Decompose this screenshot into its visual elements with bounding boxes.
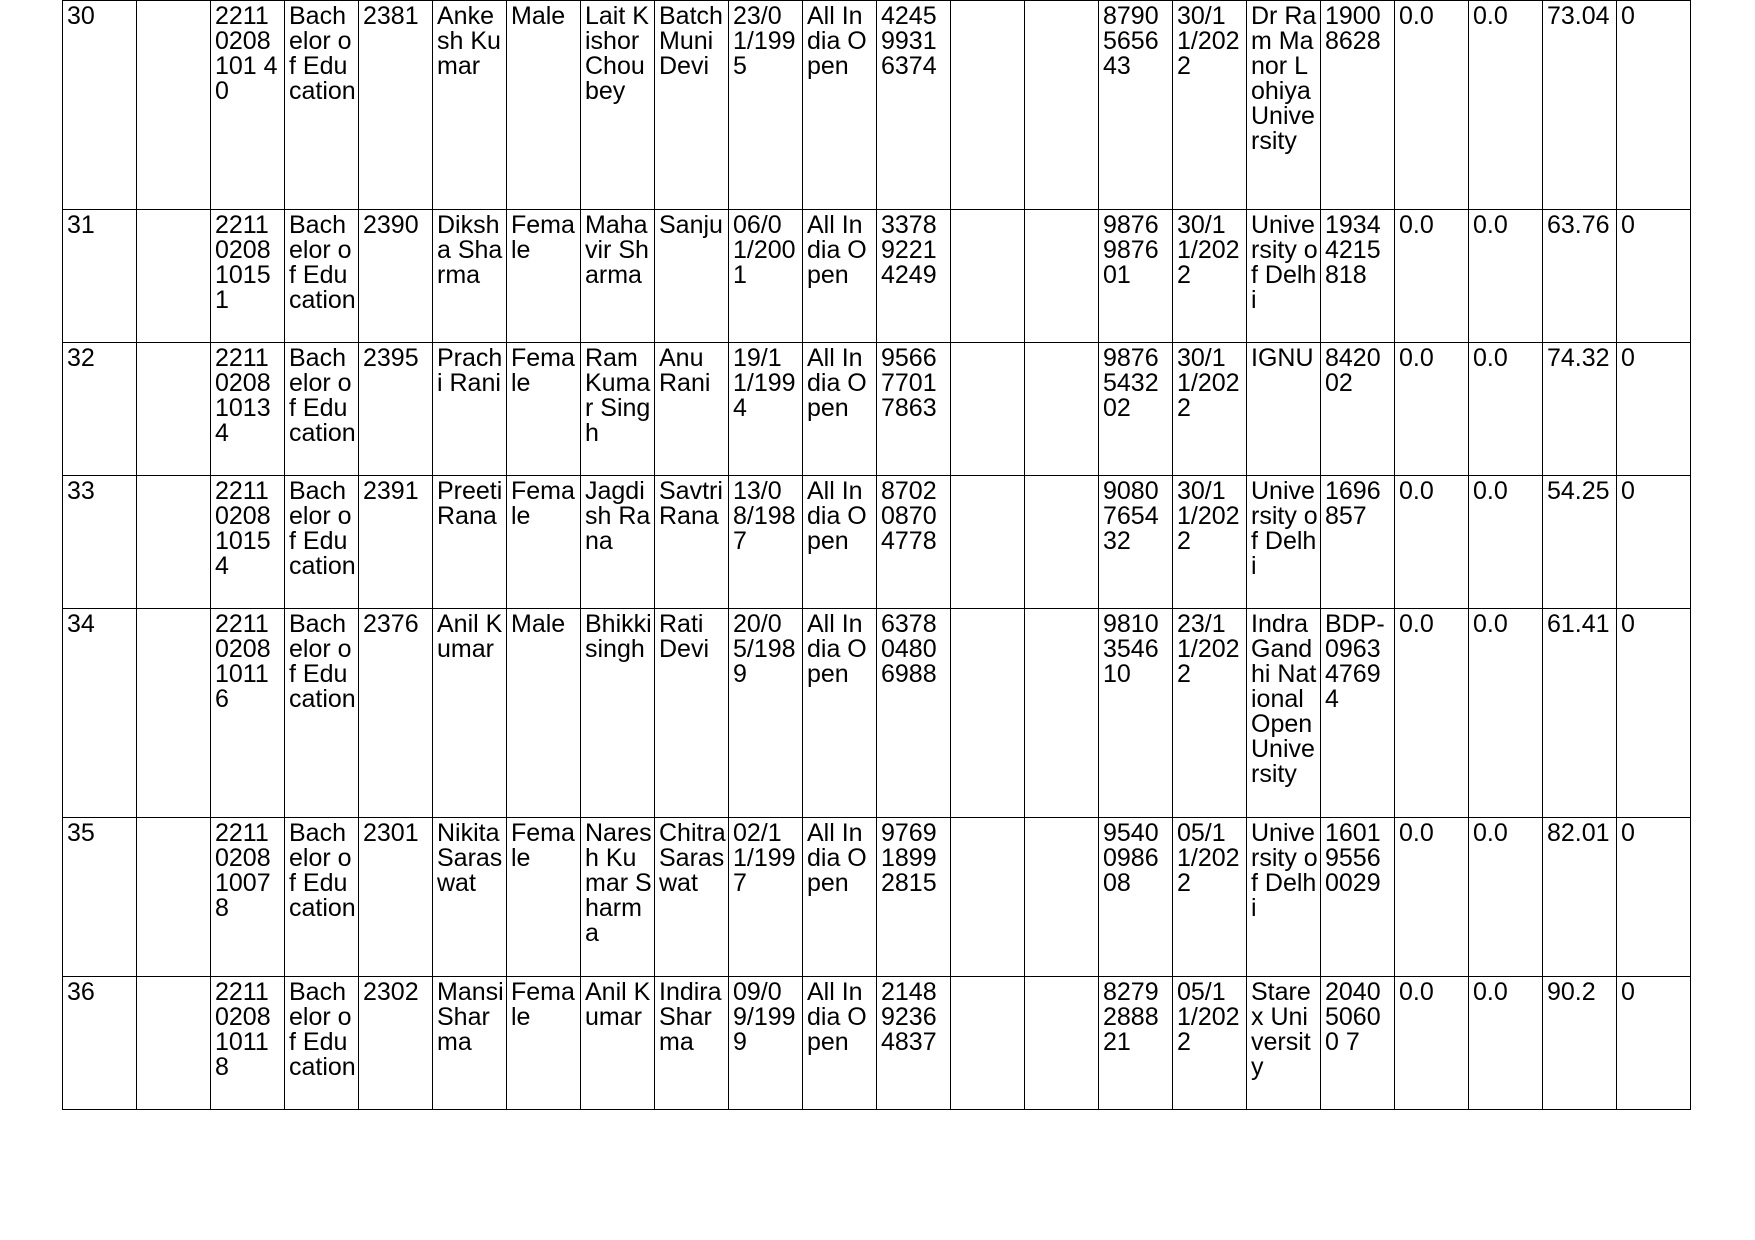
score-cell: 0.0 bbox=[1469, 977, 1543, 1110]
mobile-number-cell: 9810354610 bbox=[1099, 609, 1173, 818]
aadhaar-number-cell: 637804806988 bbox=[877, 609, 951, 818]
course-cell: Bachelor of Education bbox=[285, 210, 359, 343]
candidate-name-cell: Prachi Rani bbox=[433, 343, 507, 476]
blank-cell bbox=[1025, 343, 1099, 476]
application-number-cell: 221102081015 1 bbox=[211, 210, 285, 343]
university-cell: IGNU bbox=[1247, 343, 1321, 476]
mobile-number-cell: 8279288821 bbox=[1099, 977, 1173, 1110]
date-of-birth-cell: 23/01/1995 bbox=[729, 1, 803, 210]
mother-name-cell: Anu Rani bbox=[655, 343, 729, 476]
blank-cell bbox=[951, 1, 1025, 210]
date-of-birth-cell: 09/09/1999 bbox=[729, 977, 803, 1110]
mother-name-cell: Rati Devi bbox=[655, 609, 729, 818]
blank-cell bbox=[137, 1, 211, 210]
percentage-cell: 54.25 bbox=[1543, 476, 1617, 609]
gender-cell: Female bbox=[507, 977, 581, 1110]
flag-cell: 0 bbox=[1617, 476, 1691, 609]
mobile-number-cell: 9876543202 bbox=[1099, 343, 1173, 476]
roll-number-cell: 2381 bbox=[359, 1, 433, 210]
father-name-cell: Naresh Kumar Sharma bbox=[581, 818, 655, 977]
mother-name-cell: Batch Muni Devi bbox=[655, 1, 729, 210]
table-row bbox=[63, 210, 1691, 343]
blank-cell bbox=[951, 818, 1025, 977]
blank-cell bbox=[137, 818, 211, 977]
mobile-number-cell: 9080765432 bbox=[1099, 476, 1173, 609]
date-cell: 30/11/2022 bbox=[1173, 1, 1247, 210]
application-number-cell: 221102081011 6 bbox=[211, 609, 285, 818]
father-name-cell: Jagdish Rana bbox=[581, 476, 655, 609]
score-cell: 0.0 bbox=[1469, 818, 1543, 977]
father-name-cell: Mahavir Sharma bbox=[581, 210, 655, 343]
serial-number-cell: 33 bbox=[63, 476, 137, 609]
aadhaar-number-cell: 424599316374 bbox=[877, 1, 951, 210]
blank-cell bbox=[1025, 818, 1099, 977]
table-row bbox=[63, 609, 1691, 818]
percentage-cell: 90.2 bbox=[1543, 977, 1617, 1110]
blank-cell bbox=[137, 476, 211, 609]
mobile-number-cell: 8790565643 bbox=[1099, 1, 1173, 210]
flag-cell: 0 bbox=[1617, 818, 1691, 977]
table-row bbox=[63, 1, 1691, 210]
serial-number-cell: 35 bbox=[63, 818, 137, 977]
score-cell: 0.0 bbox=[1469, 343, 1543, 476]
gender-cell: Female bbox=[507, 343, 581, 476]
father-name-cell: Lait Kishor Choubey bbox=[581, 1, 655, 210]
roll-number-cell: 2390 bbox=[359, 210, 433, 343]
course-cell: Bachelor of Education bbox=[285, 1, 359, 210]
course-cell: Bachelor of Education bbox=[285, 476, 359, 609]
score-cell: 0.0 bbox=[1395, 818, 1469, 977]
flag-cell: 0 bbox=[1617, 210, 1691, 343]
blank-cell bbox=[137, 343, 211, 476]
score-cell: 0.0 bbox=[1469, 476, 1543, 609]
date-of-birth-cell: 06/01/2001 bbox=[729, 210, 803, 343]
father-name-cell: Bhikki singh bbox=[581, 609, 655, 818]
category-cell: All India Open bbox=[803, 476, 877, 609]
date-cell: 05/11/2022 bbox=[1173, 818, 1247, 977]
university-cell: Indra Gandhi National Open University bbox=[1247, 609, 1321, 818]
application-number-cell: 22110208101 40 bbox=[211, 1, 285, 210]
date-cell: 30/11/2022 bbox=[1173, 343, 1247, 476]
enrolment-number-cell: 19344215818 bbox=[1321, 210, 1395, 343]
enrolment-number-cell: 1696857 bbox=[1321, 476, 1395, 609]
score-cell: 0.0 bbox=[1469, 609, 1543, 818]
enrolment-number-cell: BDP-096347694 bbox=[1321, 609, 1395, 818]
serial-number-cell: 31 bbox=[63, 210, 137, 343]
blank-cell bbox=[1025, 1, 1099, 210]
candidate-name-cell: Anil Kumar bbox=[433, 609, 507, 818]
roll-number-cell: 2395 bbox=[359, 343, 433, 476]
university-cell: University of Delhi bbox=[1247, 476, 1321, 609]
score-cell: 0.0 bbox=[1395, 1, 1469, 210]
records-body bbox=[63, 1, 1691, 1110]
blank-cell bbox=[951, 977, 1025, 1110]
aadhaar-number-cell: 956677017863 bbox=[877, 343, 951, 476]
candidate-name-cell: Nikita Saraswat bbox=[433, 818, 507, 977]
score-cell: 0.0 bbox=[1395, 210, 1469, 343]
percentage-cell: 63.76 bbox=[1543, 210, 1617, 343]
category-cell: All India Open bbox=[803, 977, 877, 1110]
category-cell: All India Open bbox=[803, 609, 877, 818]
roll-number-cell: 2301 bbox=[359, 818, 433, 977]
serial-number-cell: 36 bbox=[63, 977, 137, 1110]
score-cell: 0.0 bbox=[1395, 476, 1469, 609]
candidate-name-cell: Preeti Rana bbox=[433, 476, 507, 609]
university-cell: Dr Ram Manor Lohiya University bbox=[1247, 1, 1321, 210]
application-number-cell: 221102081011 8 bbox=[211, 977, 285, 1110]
roll-number-cell: 2376 bbox=[359, 609, 433, 818]
roll-number-cell: 2302 bbox=[359, 977, 433, 1110]
course-cell: Bachelor of Education bbox=[285, 343, 359, 476]
enrolment-number-cell: 160195560029 bbox=[1321, 818, 1395, 977]
course-cell: Bachelor of Education bbox=[285, 609, 359, 818]
blank-cell bbox=[951, 343, 1025, 476]
score-cell: 0.0 bbox=[1395, 977, 1469, 1110]
flag-cell: 0 bbox=[1617, 609, 1691, 818]
serial-number-cell: 34 bbox=[63, 609, 137, 818]
university-cell: Starex University bbox=[1247, 977, 1321, 1110]
course-cell: Bachelor of Education bbox=[285, 977, 359, 1110]
blank-cell bbox=[137, 609, 211, 818]
date-of-birth-cell: 02/11/1997 bbox=[729, 818, 803, 977]
blank-cell bbox=[137, 210, 211, 343]
blank-cell bbox=[951, 210, 1025, 343]
mother-name-cell: Savtri Rana bbox=[655, 476, 729, 609]
flag-cell: 0 bbox=[1617, 1, 1691, 210]
mother-name-cell: Indira Sharma bbox=[655, 977, 729, 1110]
score-cell: 0.0 bbox=[1469, 1, 1543, 210]
father-name-cell: Ram Kumar Singh bbox=[581, 343, 655, 476]
date-of-birth-cell: 13/08/1987 bbox=[729, 476, 803, 609]
category-cell: All India Open bbox=[803, 818, 877, 977]
date-cell: 30/11/2022 bbox=[1173, 210, 1247, 343]
university-cell: University of Delhi bbox=[1247, 210, 1321, 343]
date-of-birth-cell: 20/05/1989 bbox=[729, 609, 803, 818]
percentage-cell: 74.32 bbox=[1543, 343, 1617, 476]
category-cell: All India Open bbox=[803, 210, 877, 343]
blank-cell bbox=[137, 977, 211, 1110]
aadhaar-number-cell: 337892214249 bbox=[877, 210, 951, 343]
serial-number-cell: 30 bbox=[63, 1, 137, 210]
candidate-name-cell: Ankesh Kumar bbox=[433, 1, 507, 210]
table-row bbox=[63, 343, 1691, 476]
blank-cell bbox=[1025, 977, 1099, 1110]
score-cell: 0.0 bbox=[1395, 343, 1469, 476]
table-row bbox=[63, 977, 1691, 1110]
flag-cell: 0 bbox=[1617, 977, 1691, 1110]
gender-cell: Female bbox=[507, 210, 581, 343]
aadhaar-number-cell: 870208704778 bbox=[877, 476, 951, 609]
score-cell: 0.0 bbox=[1469, 210, 1543, 343]
mobile-number-cell: 9876987601 bbox=[1099, 210, 1173, 343]
enrolment-number-cell: 19008628 bbox=[1321, 1, 1395, 210]
date-cell: 05/11/2022 bbox=[1173, 977, 1247, 1110]
table-row bbox=[63, 818, 1691, 977]
table-row bbox=[63, 476, 1691, 609]
candidate-name-cell: Mansi Sharma bbox=[433, 977, 507, 1110]
enrolment-number-cell: 842002 bbox=[1321, 343, 1395, 476]
blank-cell bbox=[1025, 476, 1099, 609]
aadhaar-number-cell: 214892364837 bbox=[877, 977, 951, 1110]
application-number-cell: 221102081007 8 bbox=[211, 818, 285, 977]
percentage-cell: 82.01 bbox=[1543, 818, 1617, 977]
course-cell: Bachelor of Education bbox=[285, 818, 359, 977]
category-cell: All India Open bbox=[803, 343, 877, 476]
blank-cell bbox=[951, 609, 1025, 818]
category-cell: All India Open bbox=[803, 1, 877, 210]
records-table bbox=[62, 0, 1691, 1110]
enrolment-number-cell: 204050600 7 bbox=[1321, 977, 1395, 1110]
gender-cell: Male bbox=[507, 609, 581, 818]
date-of-birth-cell: 19/11/1994 bbox=[729, 343, 803, 476]
date-cell: 23/11/2022 bbox=[1173, 609, 1247, 818]
mother-name-cell: Chitra Saraswat bbox=[655, 818, 729, 977]
gender-cell: Male bbox=[507, 1, 581, 210]
university-cell: University of Delhi bbox=[1247, 818, 1321, 977]
flag-cell: 0 bbox=[1617, 343, 1691, 476]
father-name-cell: Anil Kumar bbox=[581, 977, 655, 1110]
aadhaar-number-cell: 976918992815 bbox=[877, 818, 951, 977]
mobile-number-cell: 9540098608 bbox=[1099, 818, 1173, 977]
percentage-cell: 61.41 bbox=[1543, 609, 1617, 818]
blank-cell bbox=[1025, 210, 1099, 343]
serial-number-cell: 32 bbox=[63, 343, 137, 476]
gender-cell: Female bbox=[507, 476, 581, 609]
roll-number-cell: 2391 bbox=[359, 476, 433, 609]
score-cell: 0.0 bbox=[1395, 609, 1469, 818]
candidate-name-cell: Diksha Sharma bbox=[433, 210, 507, 343]
date-cell: 30/11/2022 bbox=[1173, 476, 1247, 609]
percentage-cell: 73.04 bbox=[1543, 1, 1617, 210]
blank-cell bbox=[1025, 609, 1099, 818]
gender-cell: Female bbox=[507, 818, 581, 977]
mother-name-cell: Sanju bbox=[655, 210, 729, 343]
application-number-cell: 221102081015 4 bbox=[211, 476, 285, 609]
application-number-cell: 221102081013 4 bbox=[211, 343, 285, 476]
blank-cell bbox=[951, 476, 1025, 609]
